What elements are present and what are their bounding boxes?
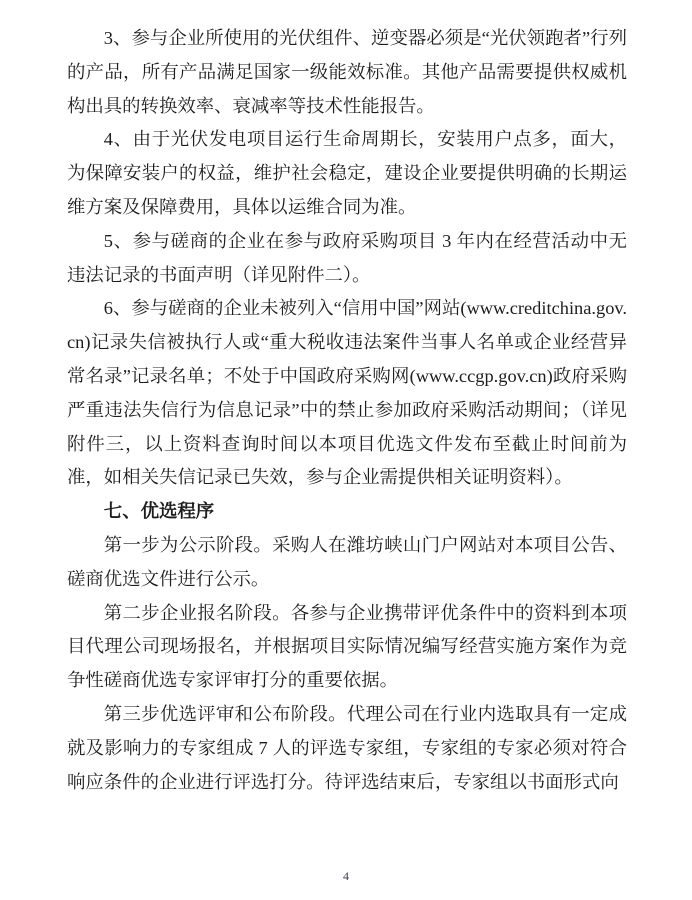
document-body (67, 22, 627, 799)
paragraph: 6、参与磋商的企业未被列入“信用中国”网站(www.creditchina.gov.cn)记录失信被执行人或“重大税收违法案件当事人名单或企业经营异常名录”记录名单；不处于中国政府采购网(www.ccgp.gov.cn)政府采购严重违法失信行为信息记录”中的禁止参加政府采购活动期间；（详见附件三，以上资料查询时间以本项目优选文件发布至截止时间前为准，如相关失信记录已失效，参与企业需提供相关证明资料）。 (67, 298, 627, 488)
section-heading: 七、优选程序 (103, 501, 215, 522)
page-number: 4 (343, 869, 349, 883)
page-footer (0, 869, 692, 883)
paragraph: 第二步企业报名阶段。各参与企业携带评优条件中的资料到本项目代理公司现场报名，并根据项目实际情况编写经营实施方案作为竞争性磋商优选专家评审打分的重要依据。 (67, 602, 627, 691)
paragraph: 第三步优选评审和公布阶段。代理公司在行业内选取具有一定成就及影响力的专家组成 7 人的评选专家组，专家组的专家必须对符合响应条件的企业进行评选打分。待评选结束后，专家组以书面形式向 (67, 703, 627, 792)
paragraph: 第一步为公示阶段。采购人在潍坊峡山门户网站对本项目公告、磋商优选文件进行公示。 (67, 534, 627, 589)
paragraph: 4、由于光伏发电项目运行生命周期长，安装用户点多，面大，为保障安装户的权益，维护社会稳定，建设企业要提供明确的长期运维方案及保障费用，具体以运维合同为准。 (67, 129, 627, 217)
paragraph: 5、参与磋商的企业在参与政府采购项目 3 年内在经营活动中无违法记录的书面声明（详见附件二）。 (67, 230, 627, 285)
paragraph: 3、参与企业所使用的光伏组件、逆变器必须是“光伏领跑者”行列的产品，所有产品满足国家一级能效标准。其他产品需要提供权威机构出具的转换效率、衰减率等技术性能报告。 (67, 28, 627, 116)
